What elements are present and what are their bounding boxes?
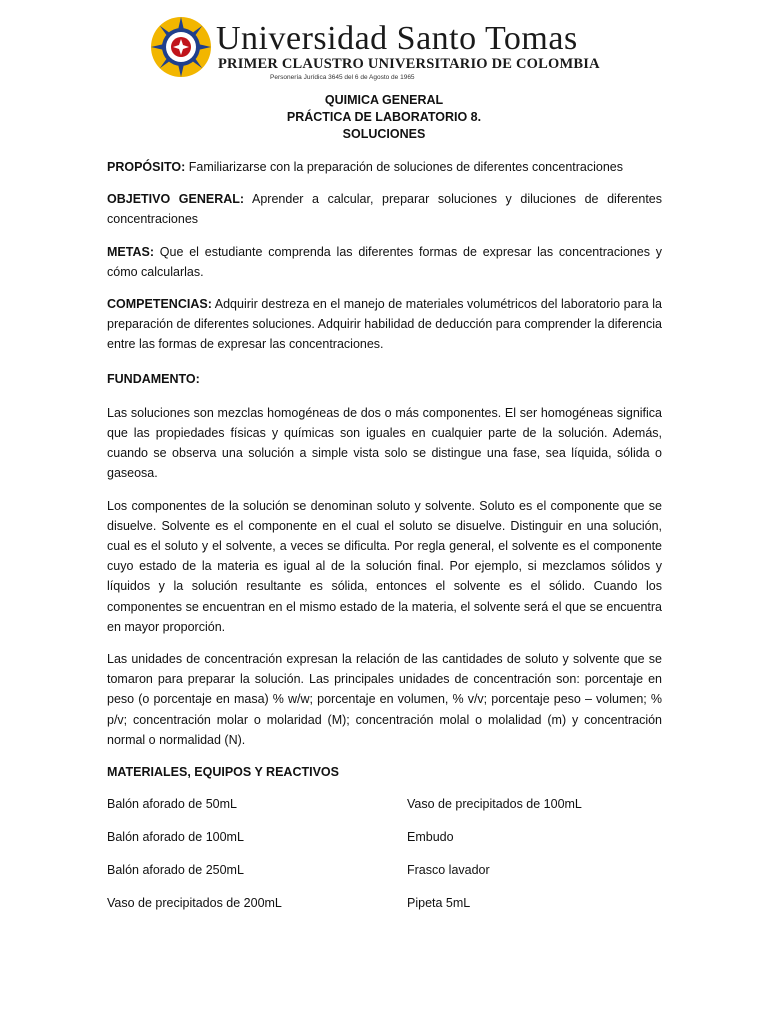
fundamento-heading	[107, 369, 662, 389]
metas-label: METAS:	[107, 244, 154, 259]
fundamento-paragraph: Los componentes de la solución se denominan soluto y solvente. Soluto es el componente que se disuelve. Solvente es el componente en el cual el soluto se disuelve. Distinguir en una solución, cual es el soluto y el solvente, a veces se dificulta. Por regla general, el solvente es el componente cuyo estado de la materia es igual al de la solución final. Por ejemplo, si mezclamos sólidos y líquidos y la solución resultante es sólida, entonces el solvente es el sólido. Cuando los componentes se encuentran en el mismo estado de la materia, el solvente será el que se encuentra en mayor proporción.	[107, 498, 662, 634]
material-item: Pipeta 5mL	[407, 896, 471, 911]
material-item: Vaso de precipitados de 100mL	[407, 797, 582, 812]
material-item: Embudo	[407, 830, 454, 845]
proposito-paragraph	[107, 157, 662, 177]
objetivo-paragraph	[107, 189, 662, 229]
objetivo-label: OBJETIVO GENERAL:	[107, 192, 245, 207]
university-legal-note: Personería Jurídica 3645 del 6 de Agosto de 1965	[270, 74, 415, 81]
materials-list	[107, 794, 662, 913]
university-seal-icon	[150, 16, 212, 78]
document-body	[107, 157, 662, 913]
competencias-text: Adquirir destreza en el manejo de materiales volumétricos del laboratorio para la preparación de diferentes soluciones. Adquirir habilidad de deducción para comprender la diferencia entre las formas de expresar las concentraciones.	[107, 297, 662, 352]
material-item: Balón aforado de 100mL	[107, 830, 244, 845]
university-subtitle: PRIMER CLAUSTRO UNIVERSITARIO DE COLOMBIA	[218, 56, 600, 72]
metas-text: Que el estudiante comprenda las diferentes formas de expresar las concentraciones y cómo calcularlas.	[107, 244, 662, 279]
course-title: QUIMICA GENERAL	[324, 93, 444, 107]
proposito-label: PROPÓSITO:	[107, 160, 186, 174]
fundamento-label: FUNDAMENTO:	[107, 371, 200, 386]
document-titles	[0, 92, 768, 143]
topic-title: SOLUCIONES	[342, 127, 426, 141]
fundamento-paragraph: Las soluciones son mezclas homogéneas de dos o más componentes. El ser homogéneas significa que las propiedades físicas y químicas son iguales en cualquier parte de la solución. Además, cuando se observa una solución a simple vista solo se distingue una fase, sea líquida, sólida o gaseosa.	[107, 405, 662, 481]
materials-title: MATERIALES, EQUIPOS Y REACTIVOS	[107, 765, 339, 780]
metas-paragraph	[107, 242, 662, 282]
fundamento-paragraph: Las unidades de concentración expresan la relación de las cantidades de soluto y solvente que se tomaron para preparar la solución. Las principales unidades de concentración son: porcentaje en peso (o porcentaje en masa) % w/w; porcentaje en volumen, % v/v; porcentaje peso – volumen; % p/v; concentración molar o molaridad (M); concentración molal o molalidad (m) y concentración normal o normalidad (N).	[107, 652, 662, 747]
practice-title: PRÁCTICA DE LABORATORIO 8.	[286, 110, 482, 124]
material-item: Frasco lavador	[407, 863, 490, 878]
university-header	[150, 14, 600, 84]
university-name: Universidad Santo Tomas	[216, 20, 578, 57]
material-item: Balón aforado de 250mL	[107, 863, 244, 878]
proposito-text: Familiarizarse con la preparación de soluciones de diferentes concentraciones	[185, 160, 624, 174]
competencias-paragraph	[107, 294, 662, 355]
material-item: Vaso de precipitados de 200mL	[107, 896, 282, 911]
material-item: Balón aforado de 50mL	[107, 797, 237, 812]
objetivo-text: Aprender a calcular, preparar soluciones y diluciones de diferentes concentraciones	[107, 192, 662, 227]
competencias-label: COMPETENCIAS:	[107, 297, 212, 312]
